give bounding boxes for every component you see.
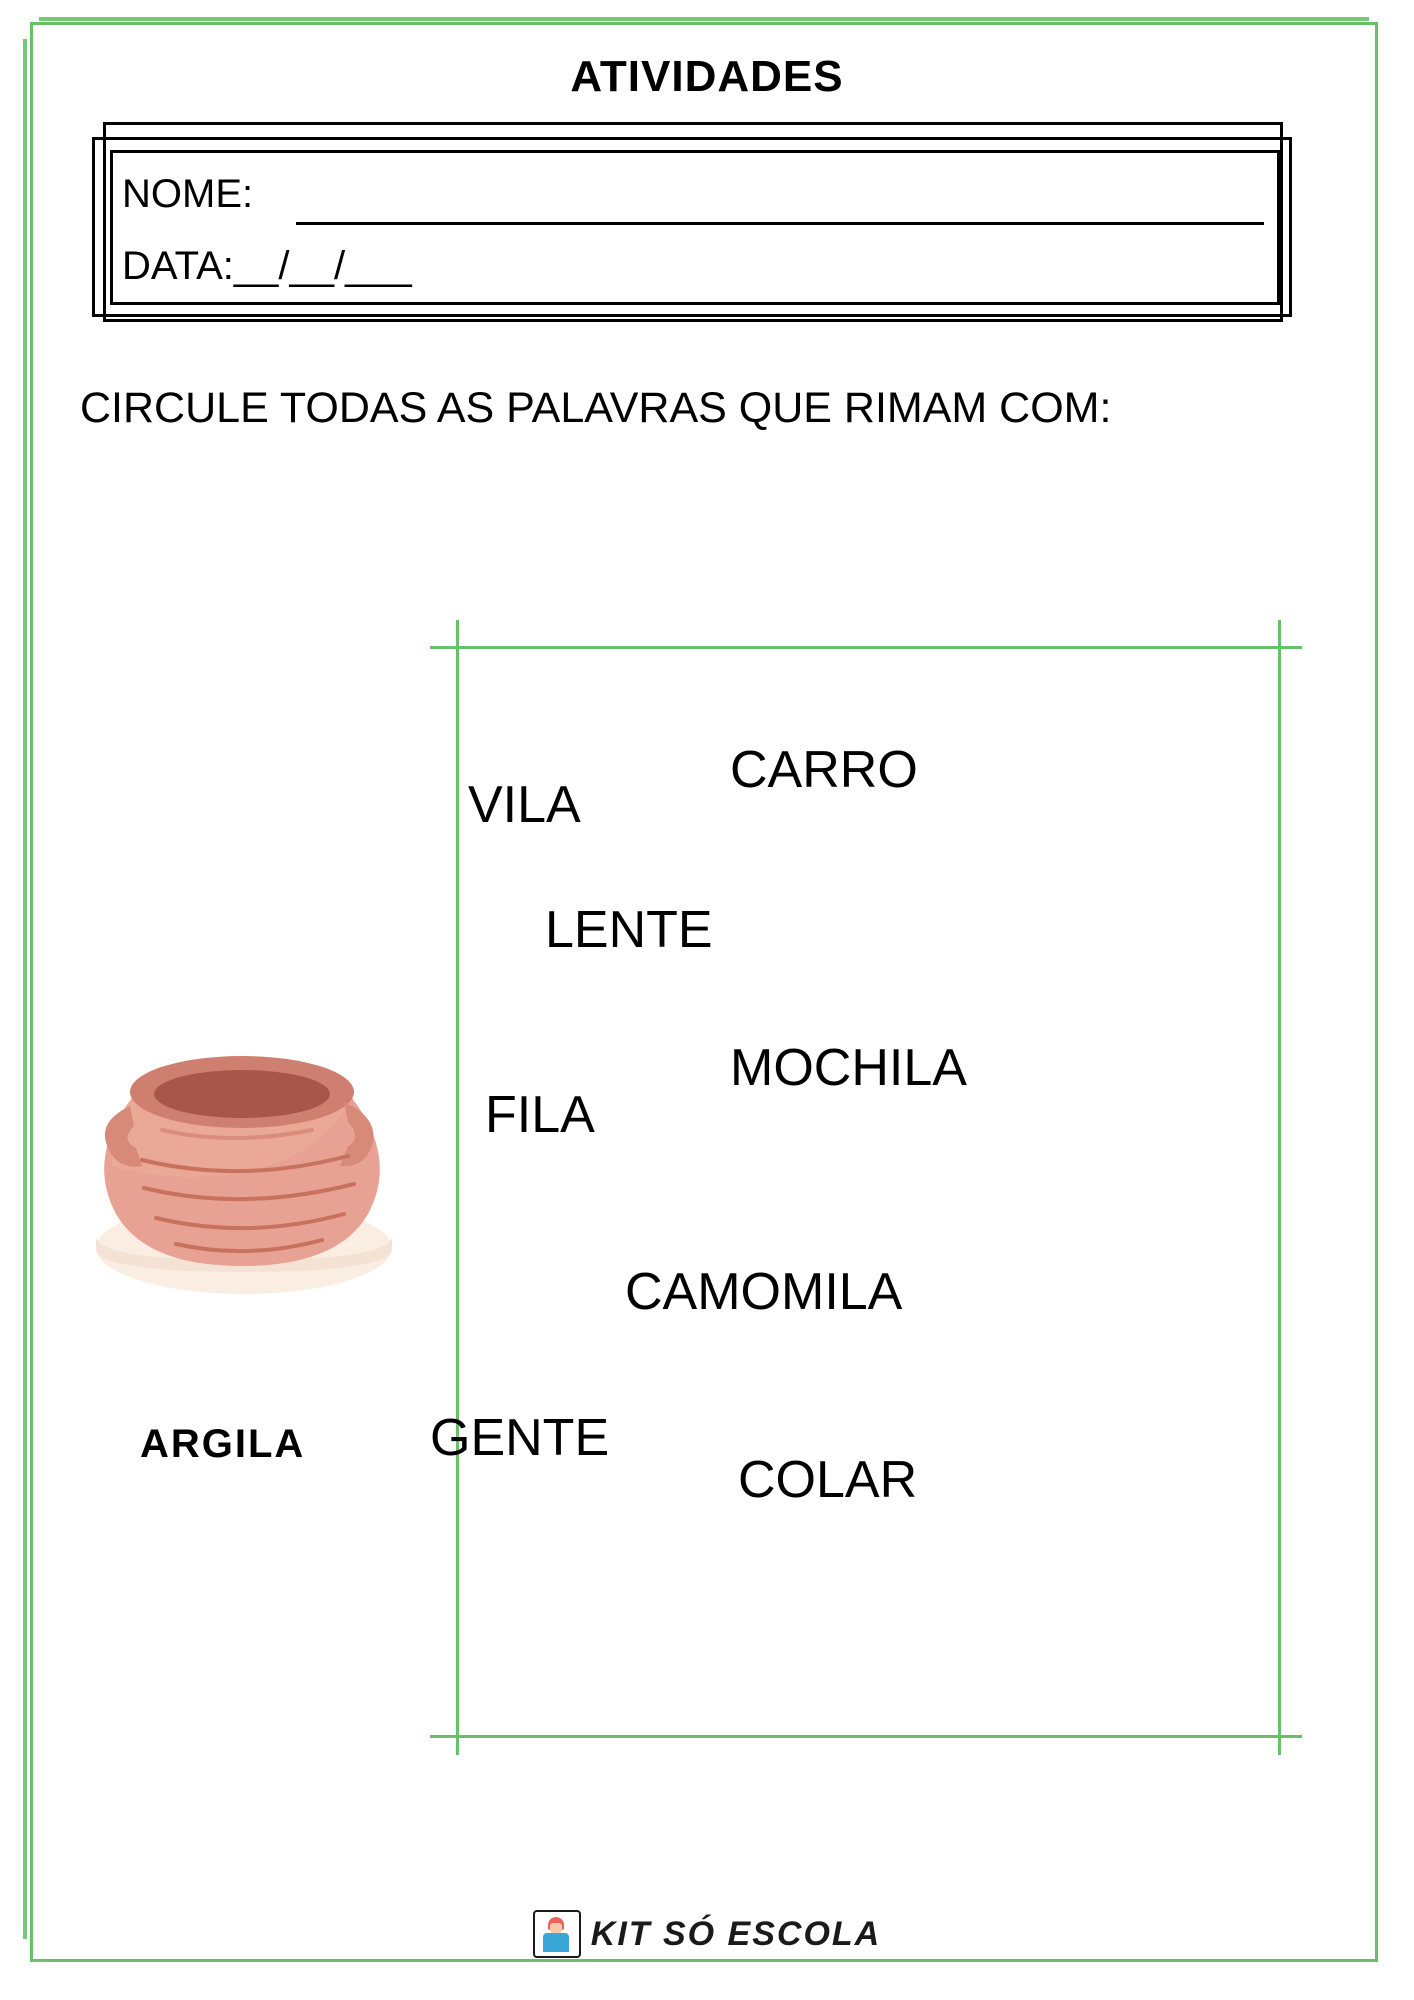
illustration-caption: ARGILA bbox=[140, 1422, 306, 1466]
name-write-line[interactable] bbox=[296, 222, 1264, 225]
instruction-text: CIRCULE TODAS AS PALAVRAS QUE RIMAM COM: bbox=[80, 384, 1112, 432]
frame-line-right bbox=[1278, 620, 1281, 1755]
name-field-label: NOME: bbox=[122, 172, 254, 216]
footer-brand-text: KIT SÓ ESCOLA bbox=[590, 1914, 882, 1953]
frame-line-top bbox=[430, 646, 1302, 649]
frame-line-bottom bbox=[430, 1735, 1302, 1738]
footer-logo bbox=[0, 1910, 1414, 1958]
date-field-label: DATA:__/__/___ bbox=[122, 244, 412, 288]
word-option[interactable]: CAMOMILA bbox=[625, 1263, 903, 1321]
word-option[interactable]: FILA bbox=[485, 1086, 595, 1144]
word-option[interactable]: VILA bbox=[468, 776, 581, 834]
frame-line-left bbox=[456, 620, 459, 1755]
page-title: ATIVIDADES bbox=[570, 52, 844, 101]
word-option[interactable]: MOCHILA bbox=[730, 1039, 967, 1097]
word-option[interactable]: COLAR bbox=[738, 1451, 918, 1509]
clay-pot-icon bbox=[72, 980, 412, 1310]
word-option[interactable]: CARRO bbox=[730, 741, 918, 799]
kit-so-escola-mark-icon bbox=[533, 1910, 581, 1958]
word-option[interactable]: GENTE bbox=[430, 1409, 610, 1467]
word-option[interactable]: LENTE bbox=[545, 901, 713, 959]
